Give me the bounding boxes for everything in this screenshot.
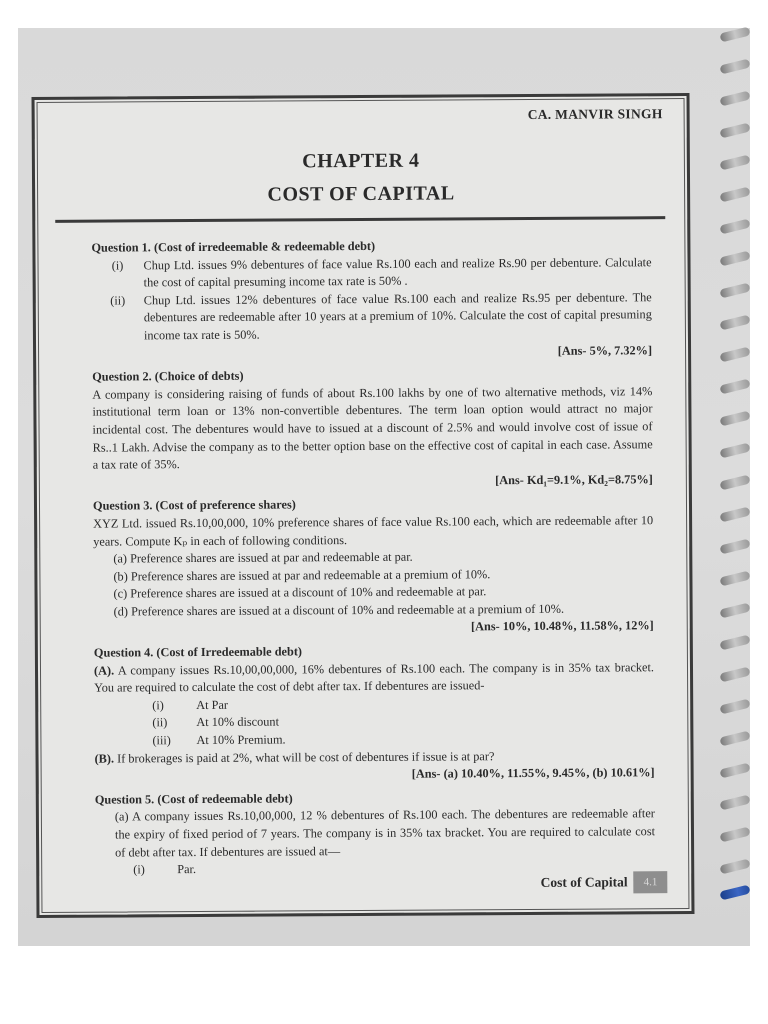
- spiral-coil: [719, 475, 750, 491]
- author-name: CA. MANVIR SINGH: [527, 106, 663, 122]
- spiral-coil: [719, 91, 750, 107]
- item-text: Par.: [177, 862, 197, 877]
- spiral-coil: [719, 315, 750, 331]
- spiral-binding: [720, 30, 754, 930]
- spiral-coil: [719, 859, 750, 875]
- part-a-text: A company issues Rs.10,00,00,000, 16% debentures of Rs.100 each. The company is in 35% tax bracket. You are required to calculate the cost of debt after tax. If debentures are issued-: [94, 659, 655, 695]
- spiral-coil-blue: [719, 885, 750, 901]
- spiral-coil: [719, 763, 750, 779]
- item-number: (i): [111, 258, 124, 273]
- item-text: Chup Ltd. issues 12% debentures of face value Rs.100 each and realize Rs.95 per debenture. The debentures are redeemable after 10 years at a premium of 10%. Calculate the cost of capital presuming income tax rate is 50%.: [143, 290, 652, 343]
- part-b-text: If brokerages is paid at 2%, what will be cost of debentures if issue is at par?: [113, 748, 495, 766]
- spiral-coil: [719, 635, 750, 651]
- question-item: (c) Preference shares are issued at a discount of 10% and redeemable at par.: [113, 584, 487, 601]
- question-item: (a) Preference shares are issued at par and redeemable at par.: [113, 549, 413, 566]
- spiral-coil: [719, 283, 750, 299]
- spiral-coil: [719, 699, 750, 715]
- answer: [Ans- Kd₁=9.1%, Kd₂=8.75%]: [495, 471, 653, 487]
- question-heading: Question 1. (Cost of irredeemable & redeemable debt): [91, 238, 376, 255]
- spiral-coil: [719, 443, 750, 459]
- item-text: Chup Ltd. issues 9% debentures of face value Rs.100 each and realize Rs.90 per debenture. Calculate the cost of capital presuming income tax rate is 50% .: [143, 254, 652, 290]
- document-page: [31, 93, 694, 918]
- spiral-coil: [719, 603, 750, 619]
- item-number: (i): [152, 698, 164, 713]
- spiral-coil: [719, 379, 750, 395]
- spiral-coil: [719, 667, 750, 683]
- page-footer: [540, 871, 667, 894]
- spiral-coil: [719, 827, 750, 843]
- answer: [Ans- 5%, 7.32%]: [557, 342, 653, 358]
- chapter-number: CHAPTER 4: [302, 149, 420, 173]
- title-divider: [55, 216, 665, 223]
- part-a-label: (A).: [93, 663, 115, 678]
- question-item: (b) Preference shares are issued at par and redeemable at a premium of 10%.: [113, 566, 491, 584]
- question-item: [91, 254, 651, 293]
- item-number: (i): [133, 862, 145, 877]
- question-heading: Question 4. (Cost of Irredeemable debt): [93, 644, 303, 660]
- spiral-coil: [719, 731, 750, 747]
- spiral-coil: [719, 795, 750, 811]
- item-number: (ii): [110, 293, 126, 308]
- question-heading: Question 5. (Cost of redeemable debt): [94, 791, 293, 807]
- question-body: A company is considering raising of funds of about Rs.100 lakhs by one of two alternative methods, viz 14% institutional term loan or 13% non-convertible debentures. The term loan option would attract no major incidental cost. The debentures would have to issued at a discount of 2.5% and would involve cost of issue of Rs..1 Lakh. Advise the company as to the better option base on the effective cost of capital in each case. Assume a tax rate of 35%.: [92, 383, 653, 472]
- question-part-a: [94, 659, 654, 698]
- spiral-coil: [719, 571, 750, 587]
- question-item: [94, 729, 654, 750]
- question-item: [92, 289, 652, 345]
- spiral-coil: [719, 155, 750, 171]
- chapter-title: COST OF CAPITAL: [267, 182, 455, 206]
- answer: [Ans- (a) 10.40%, 11.55%, 9.45%, (b) 10.61%]: [411, 765, 655, 781]
- footer-label: Cost of Capital: [540, 874, 628, 890]
- page-number: 4.1: [633, 871, 667, 893]
- question-heading: Question 3. (Cost of preference shares): [92, 497, 296, 513]
- spiral-coil: [719, 219, 750, 235]
- item-number: (iii): [152, 733, 171, 748]
- question-heading: Question 2. (Choice of debts): [92, 368, 244, 384]
- part-b-label: (B).: [94, 751, 115, 766]
- spiral-coil: [719, 507, 750, 523]
- item-text: At Par: [196, 697, 229, 712]
- question-part-a: (a) A company issues Rs.10,00,000, 12 % debentures of Rs.100 each. The debentures are redeemable after the expiry of fixed period of 7 years. The company is in 35% tax bracket. You are required to calculate cost of debt after tax. If debentures are issued at—: [114, 806, 656, 860]
- spiral-coil: [719, 187, 750, 203]
- spiral-coil: [719, 411, 750, 427]
- question-body: XYZ Ltd. issued Rs.10,00,000, 10% preference shares of face value Rs.100 each, which are redeemable after 10 years. Compute Kₚ in each of following conditions.: [93, 513, 654, 549]
- item-number: (ii): [152, 715, 168, 730]
- spiral-coil: [719, 59, 750, 75]
- question-item: (d) Preference shares are issued at a discount of 10% and redeemable at a premium of 10%.: [113, 601, 565, 619]
- item-text: At 10% Premium.: [196, 732, 286, 748]
- spiral-coil: [719, 251, 750, 267]
- spiral-coil: [719, 347, 750, 363]
- answer: [Ans- 10%, 10.48%, 11.58%, 12%]: [470, 618, 654, 634]
- question-list: [91, 236, 655, 879]
- spiral-coil: [719, 539, 750, 555]
- spiral-coil: [719, 123, 750, 139]
- item-text: At 10% discount: [196, 714, 280, 730]
